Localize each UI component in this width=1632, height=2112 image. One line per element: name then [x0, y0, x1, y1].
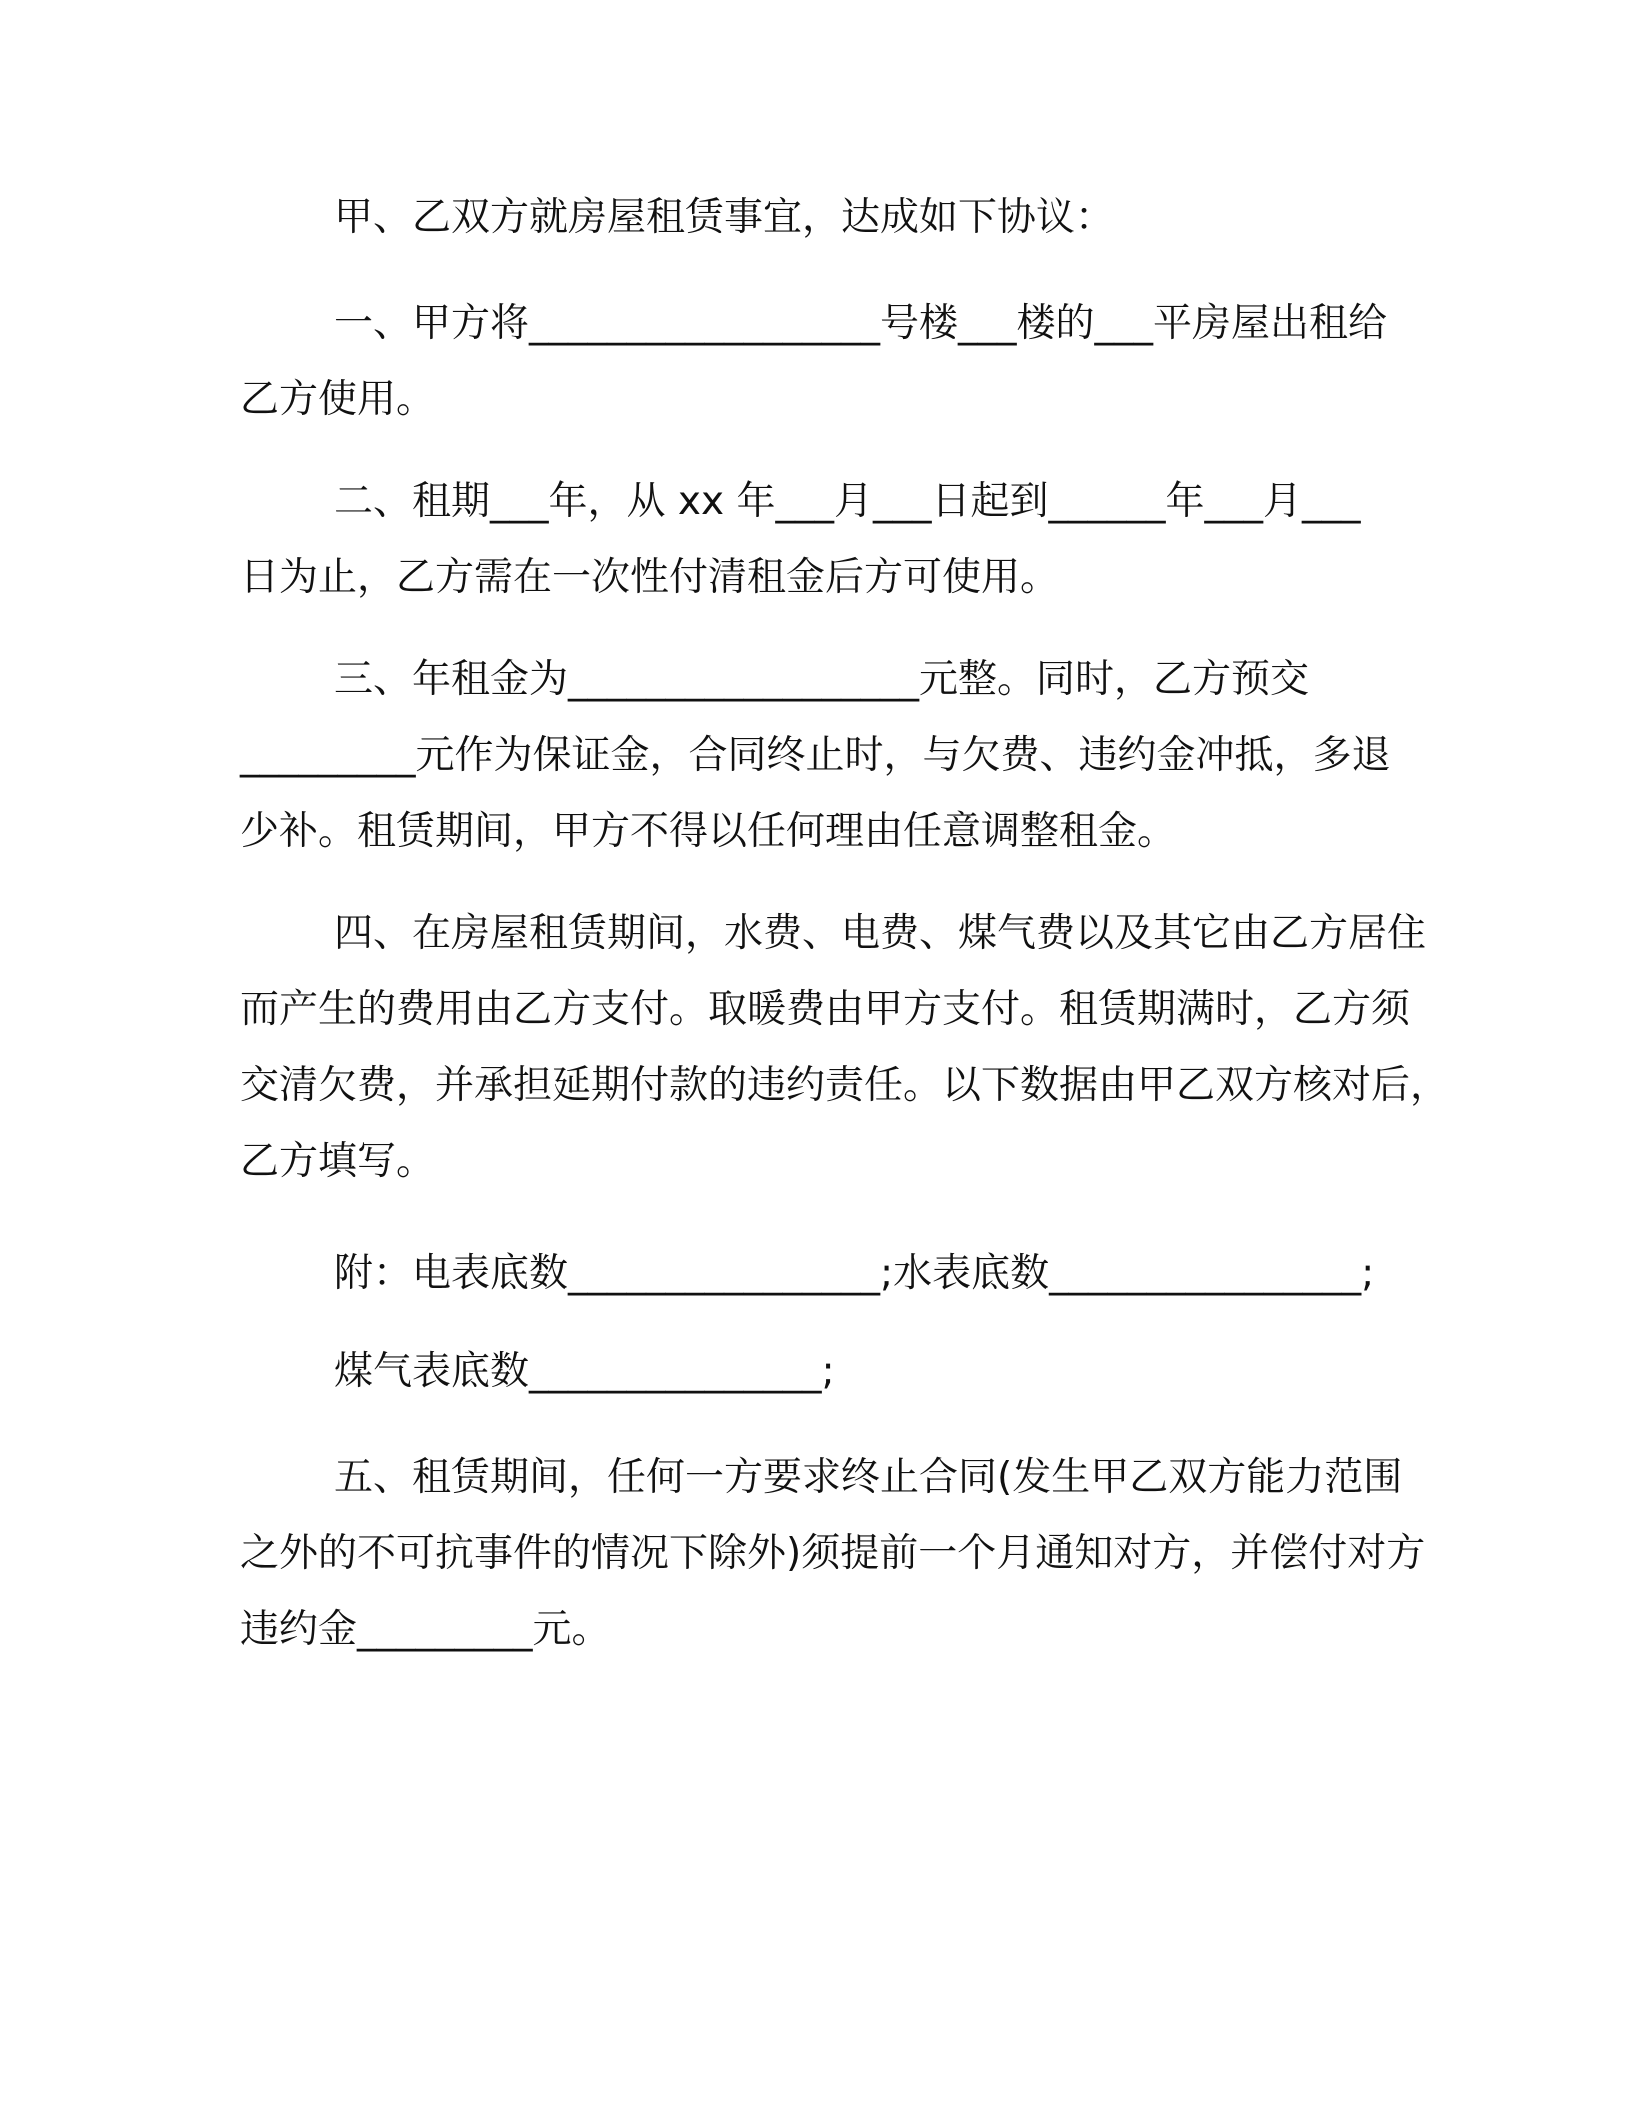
- appendix-meter-readings-line-1: 附：电表底数________________;水表底数________________;: [334, 1251, 1375, 1296]
- clause-1-line-2: 乙方使用。: [240, 377, 436, 422]
- clause-4-line-1: 四、在房屋租赁期间，水费、电费、煤气费以及其它由乙方居住: [334, 911, 1427, 956]
- clause-2-line-2: 日为止，乙方需在一次性付清租金后方可使用。: [240, 555, 1060, 600]
- clause-3-line-3: 少补。租赁期间，甲方不得以任何理由任意调整租金。: [240, 809, 1177, 854]
- clause-5-line-3: 违约金_________元。: [240, 1607, 611, 1652]
- clause-1-line-1: 一、甲方将__________________号楼___楼的___平房屋出租给: [334, 301, 1388, 346]
- clause-2-line-1: 二、租期___年，从 xx 年___月___日起到______年___月___: [334, 479, 1361, 524]
- clause-5-line-1: 五、租赁期间，任何一方要求终止合同(发生甲乙双方能力范围: [334, 1455, 1403, 1500]
- clause-4-line-2: 而产生的费用由乙方支付。取暖费由甲方支付。租赁期满时，乙方须: [240, 987, 1411, 1032]
- clause-3-line-1: 三、年租金为__________________元整。同时，乙方预交: [334, 657, 1310, 702]
- appendix-meter-readings-line-2: 煤气表底数_______________;: [334, 1349, 835, 1394]
- clause-5-line-2: 之外的不可抗事件的情况下除外)须提前一个月通知对方，并偿付对方: [240, 1531, 1426, 1576]
- clause-4-line-3: 交清欠费，并承担延期付款的违约责任。以下数据由甲乙双方核对后，: [240, 1063, 1450, 1108]
- clause-3-line-2: _________元作为保证金，合同终止时，与欠费、违约金冲抵，多退: [240, 733, 1391, 778]
- intro-paragraph: 甲、乙双方就房屋租赁事宜，达成如下协议：: [334, 195, 1115, 240]
- clause-4-line-4: 乙方填写。: [240, 1139, 436, 1184]
